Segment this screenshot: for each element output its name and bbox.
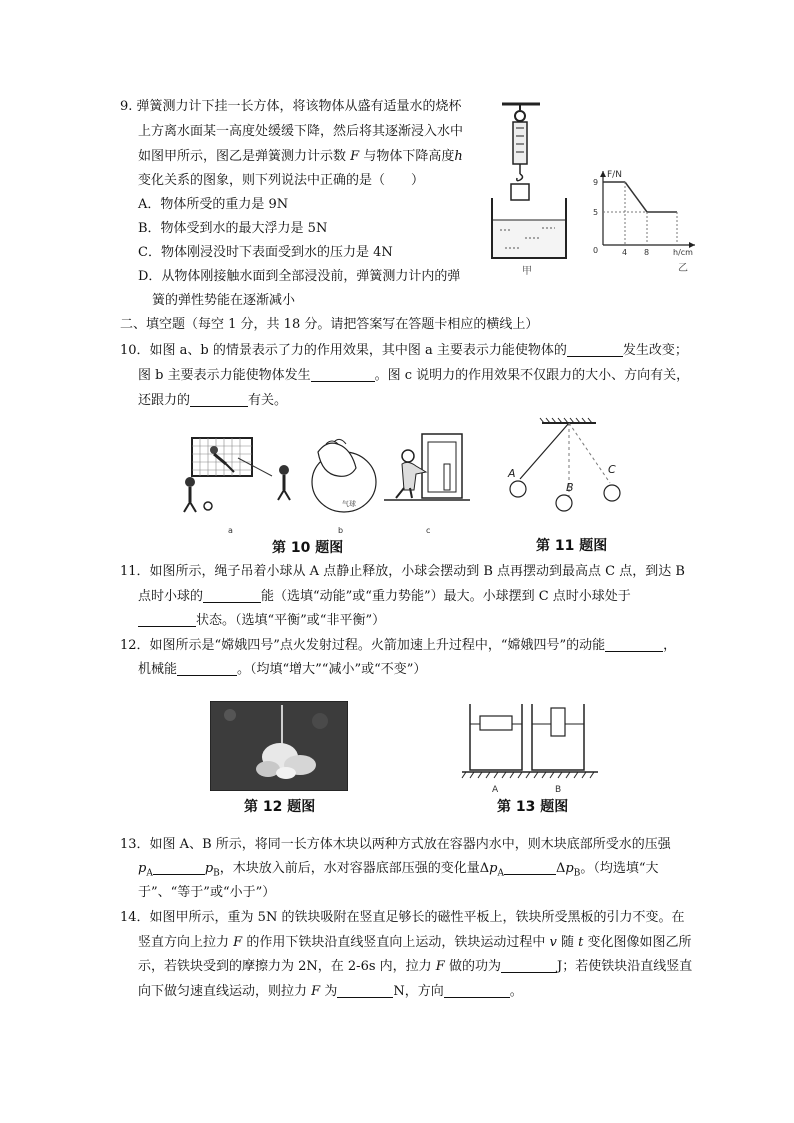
q10-blank-3[interactable] xyxy=(190,392,248,407)
q14-blank-2[interactable] xyxy=(337,983,393,998)
q9-line3: 如图甲所示，图乙是弹簧测力计示数 F 与物体下降高度h xyxy=(138,149,463,164)
graph-origin: 0 xyxy=(593,246,599,255)
q12-blank-1[interactable] xyxy=(605,637,663,652)
graph-tick-9: 9 xyxy=(593,178,599,187)
q14-line2: 竖直方向上拉力 F 的作用下铁块沿直线竖直向上运动，铁块运动过程中 v 随 t 变化图像如图乙所 xyxy=(138,935,692,950)
q10-blank-1[interactable] xyxy=(567,342,623,357)
q13-line3: 于”、“等于”或“小于”） xyxy=(138,885,276,900)
q10-figure-c-door xyxy=(382,430,472,536)
q10-ball-label: 气球 xyxy=(342,500,356,508)
q11-blank-2[interactable] xyxy=(138,612,196,627)
q11-caption: 第 11 题图 xyxy=(536,538,608,554)
q10-line2: 图 b 主要表示力能使物体发生 。图 c 说明力的作用效果不仅跟力的大小、方向有关， xyxy=(138,368,690,383)
q12-figure-rocket-launch xyxy=(210,701,348,791)
q13-label-b: B xyxy=(555,785,562,794)
q11-label-c: C xyxy=(608,463,616,476)
q10-figure-a-soccer xyxy=(178,430,300,536)
q13-line1: 13．如图 A、B 所示，将同一长方体木块以两种方式放在容器内水中，则木块底部所受水的压强 xyxy=(120,837,671,852)
graph-x-label: h/cm xyxy=(673,248,693,257)
q11-figure-pendulum xyxy=(500,415,630,520)
q13-figure-containers xyxy=(460,700,600,794)
q9-figure-jia-label: 甲 xyxy=(522,266,532,277)
q10-sub-a: a xyxy=(228,526,233,535)
q9-option-b: B．物体受到水的最大浮力是 5N xyxy=(138,221,328,236)
q12-line2: 机械能 。（均填“增大”“减小”或“不变”） xyxy=(138,662,427,677)
section-2-header: 二、填空题（每空 1 分，共 18 分。请把答案写在答题卡相应的横线上） xyxy=(120,317,539,332)
q10-blank-2[interactable] xyxy=(311,367,375,382)
q12-line1: 12．如图所示是“嫦娥四号”点火发射过程。火箭加速上升过程中，“嫦娥四号”的动能 ， xyxy=(120,638,677,653)
q9-option-d-line2: 簧的弹性势能在逐渐减小 xyxy=(152,293,296,308)
q9-figure-yi-label: 乙 xyxy=(678,263,688,274)
q14-blank-1[interactable] xyxy=(501,958,557,973)
graph-tick-8: 8 xyxy=(644,248,650,257)
q10-caption: 第 10 题图 xyxy=(272,540,344,556)
q9-line4: 变化关系的图象，则下列说法中正确的是（ ） xyxy=(138,173,425,188)
q13-blank-1[interactable] xyxy=(153,860,205,875)
q11-line1: 11．如图所示，绳子吊着小球从 A 点静止释放，小球会摆动到 B 点再摆动到最高点 C 点，到达 B xyxy=(120,564,685,579)
q10-sub-b: b xyxy=(338,526,344,535)
q9-option-c: C．物体刚浸没时下表面受到水的压力是 4N xyxy=(138,245,393,260)
q9-option-d-line1: D．从物体刚接触水面到全部浸没前，弹簧测力计内的弹 xyxy=(138,269,461,284)
q10-sub-c: c xyxy=(426,526,431,535)
q13-line2: $p_A$ $p_B$，木块放入前后，水对容器底部压强的变化量$\Delta p_A$ $\Delta p_B$。（均选填“大 xyxy=(138,861,659,879)
q14-line1: 14．如图甲所示，重为 5N 的铁块吸附在竖直足够长的磁性平板上，铁块所受黑板的引力不变。在 xyxy=(120,910,685,925)
q9-line2: 上方离水面某一高度处缓缓下降，然后将其逐渐浸入水中 xyxy=(138,124,464,139)
graph-tick-5: 5 xyxy=(593,208,599,217)
graph-y-label: F/N xyxy=(607,170,622,180)
q11-line2: 点时小球的 能（选填“动能”或“重力势能”）最大。小球摆到 C 点时小球处于 xyxy=(138,589,631,604)
q14-line4: 向下做匀速直线运动，则拉力 F 为 N，方向 。 xyxy=(138,984,523,999)
q10-figure-b-balloon xyxy=(300,430,384,536)
graph-tick-4: 4 xyxy=(622,248,628,257)
q9-figure-jia xyxy=(480,98,580,278)
q11-label-a: A xyxy=(508,467,516,480)
q14-line3: 示，若铁块受到的摩擦力为 2N，在 2-6s 内，拉力 F 做的功为 J；若使铁块沿直线竖直 xyxy=(138,959,693,974)
q13-caption: 第 13 题图 xyxy=(497,799,569,815)
q11-line3: 状态。（选填“平衡”或“非平衡”） xyxy=(138,612,385,630)
q11-label-b: B xyxy=(566,481,574,494)
q9-line1: 9. 弹簧测力计下挂一长方体，将该物体从盛有适量水的烧杯 xyxy=(120,99,462,114)
q14-blank-3[interactable] xyxy=(444,983,510,998)
q9-figure-yi-graph xyxy=(585,165,700,275)
q10-line3: 还跟力的 有关。 xyxy=(138,393,288,408)
q9-option-a: A．物体所受的重力是 9N xyxy=(138,197,289,212)
q12-blank-2[interactable] xyxy=(177,661,237,676)
q13-blank-2[interactable] xyxy=(504,860,556,875)
q12-caption: 第 12 题图 xyxy=(244,799,316,815)
q13-label-a: A xyxy=(492,785,499,794)
q11-blank-1[interactable] xyxy=(203,588,261,603)
q10-line1: 10．如图 a、b 的情景表示了力的作用效果，其中图 a 主要表示力能使物体的 发生改变； xyxy=(120,343,688,358)
